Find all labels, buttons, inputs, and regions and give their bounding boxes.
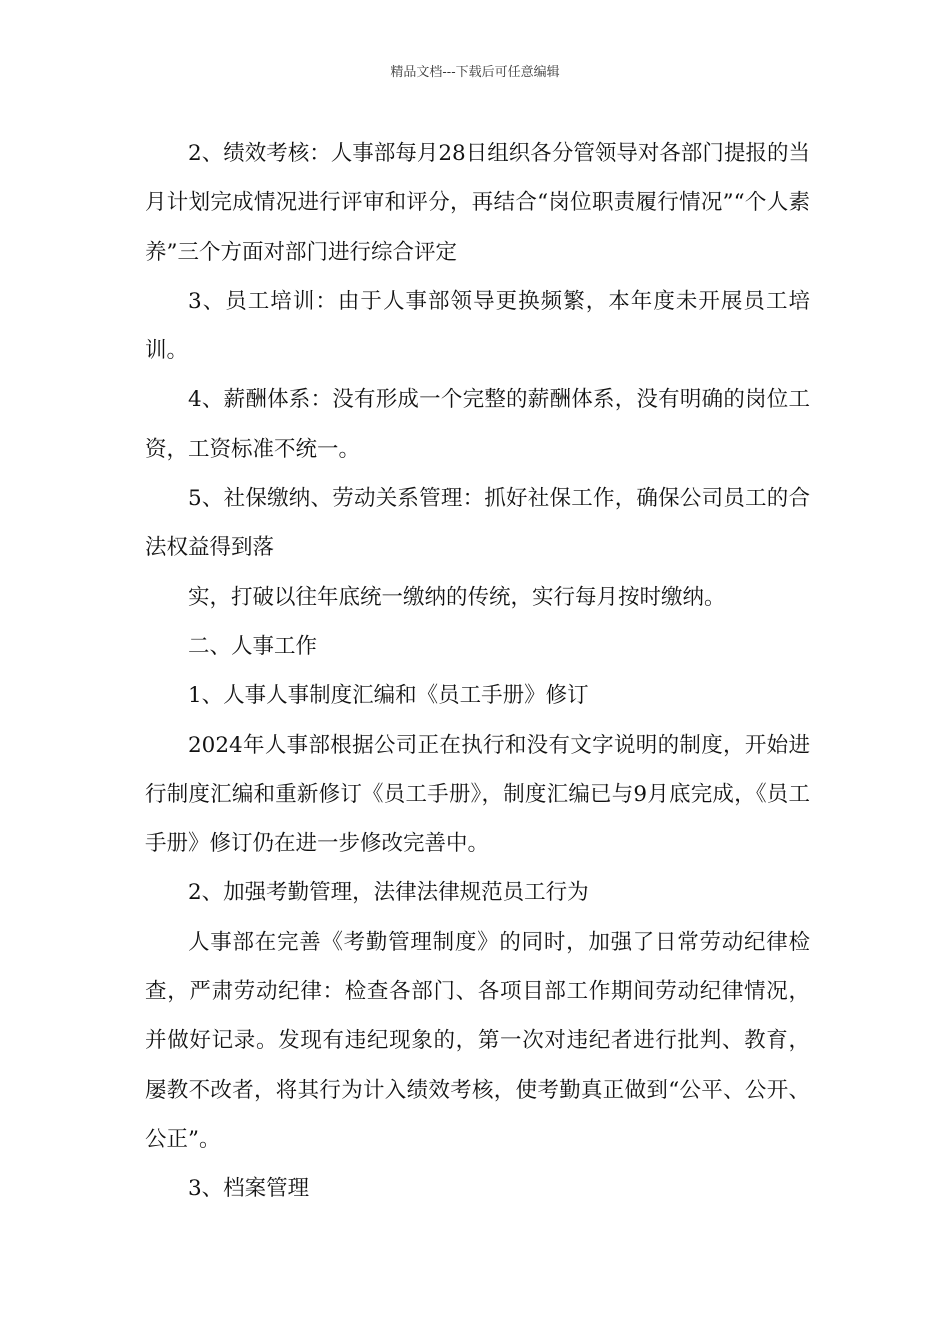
paragraph-staff-training: 3、员工培训：由于人事部领导更换频繁，本年度未开展员工培训。 [145,288,810,364]
section-heading-hr-work: 二、人事工作 [188,633,318,659]
paragraph-performance-review: 2、绩效考核：人事部每月28日组织各分管领导对各部门提报的当月计划完成情况进行评审和评分，再结合“岗位职责履行情况”“个人素养”三个方面对部门进行综合评定 [145,141,810,265]
paragraph-social-insurance: 5、社保缴纳、劳动关系管理：抓好社保工作，确保公司员工的合法权益得到落 [145,486,810,561]
subheading-attendance: 2、加强考勤管理，法律法律规范员工行为 [188,880,589,906]
subheading-rules-handbook: 1、人事人事制度汇编和《员工手册》修订 [188,683,589,709]
page-header: 精品文档---下载后可任意编辑 [390,65,560,80]
paragraph-rules-handbook: 2024年人事部根据公司正在执行和没有文字说明的制度，开始进行制度汇编和重新修订《员工手册》，制度汇编已与9月底完成，《员工手册》修订仍在进一步修改完善中。 [145,732,810,857]
paragraph-salary-system: 4、薪酬体系：没有形成一个完整的薪酬体系，没有明确的岗位工资，工资标准不统一。 [145,387,810,462]
paragraph-attendance: 人事部在完善《考勤管理制度》的同时，加强了日常劳动纪律检查，严肃劳动纪律：检查各部门、各项目部工作期间劳动纪律情况，并做好记录。发现有违纪现象的，第一次对违纪者进行批判、教育，屡教不改者，将其行为计入绩效考核，使考勤真正做到“公平、公开、公正”。 [145,929,810,1152]
subheading-archives: 3、档案管理 [188,1176,310,1202]
paragraph-social-insurance-cont: 实，打破以往年底统一缴纳的传统，实行每月按时缴纳。 [188,584,726,610]
document-body [145,129,810,1214]
